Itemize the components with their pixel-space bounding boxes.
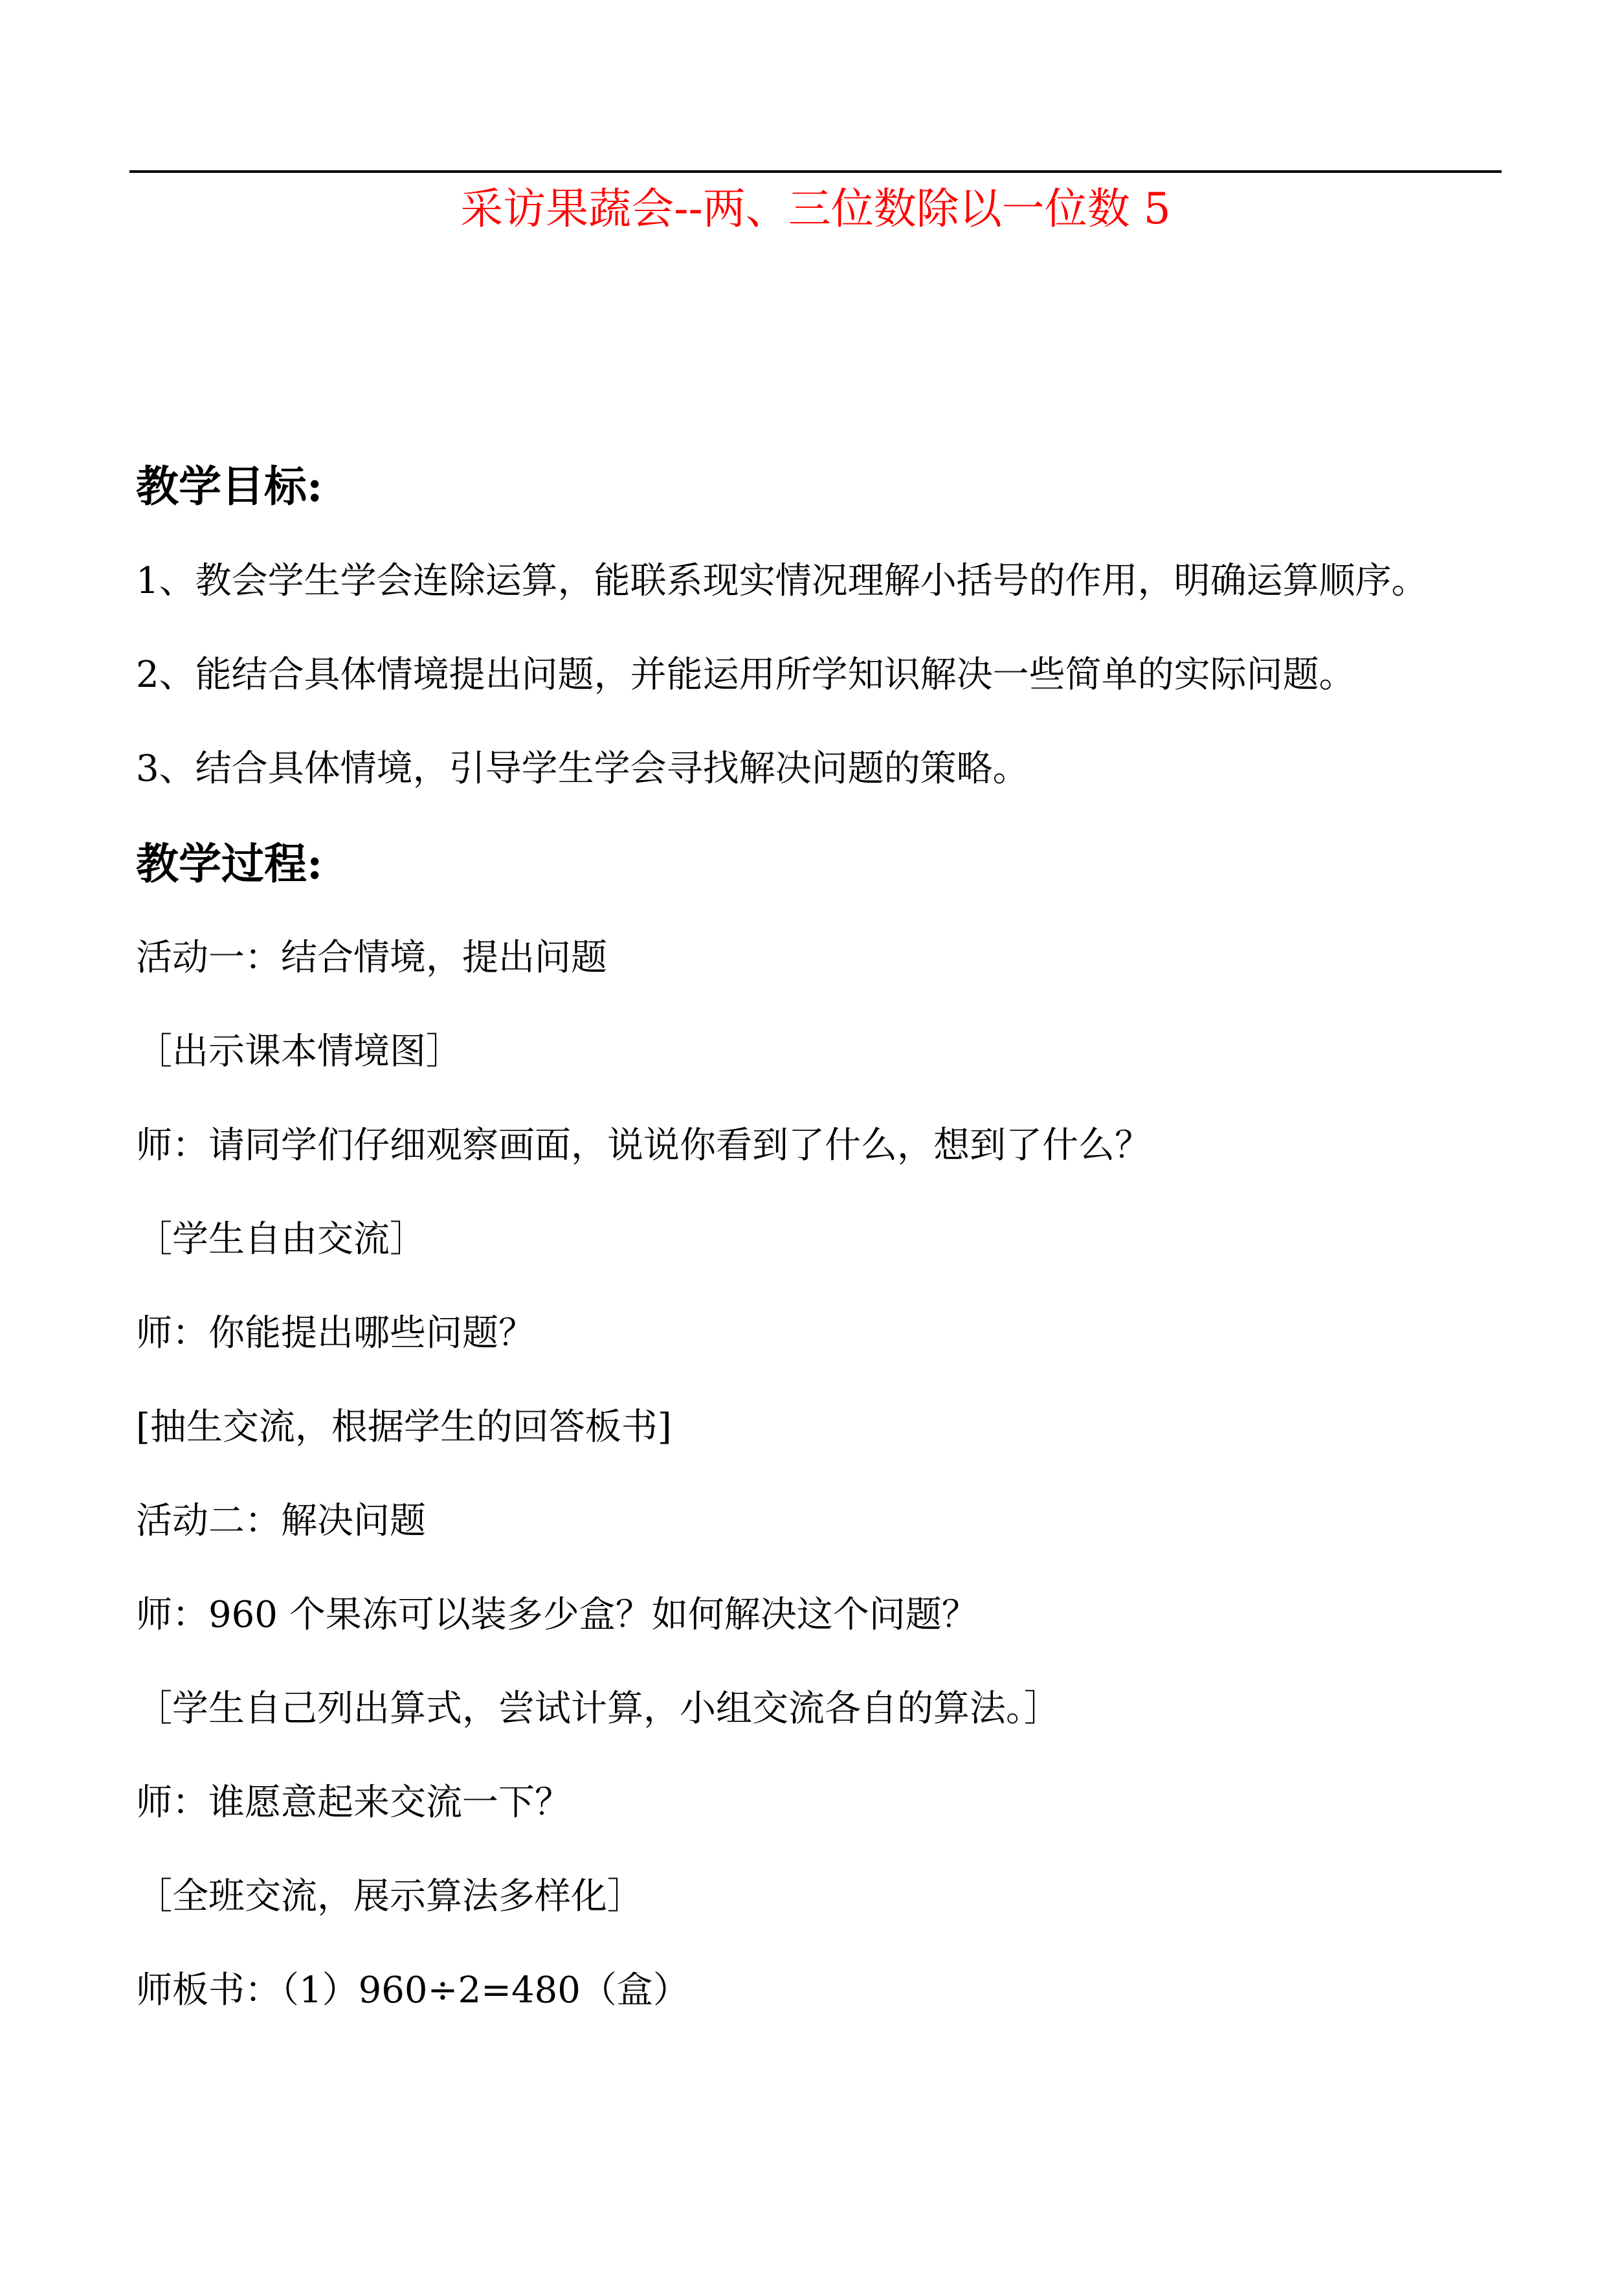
process-line: 师：谁愿意起来交流一下？: [136, 1782, 571, 1824]
process-line: ［全班交流，展示算法多样化］: [136, 1875, 643, 1918]
process-line: 活动一：结合情境，提出问题: [136, 937, 607, 979]
process-line: ［学生自己列出算式，尝试计算，小组交流各自的算法。］: [136, 1688, 1060, 1730]
objectives-heading: 教学目标:: [136, 461, 323, 511]
process-line: 师：请同学们仔细观察画面，说说你看到了什么，想到了什么？: [136, 1124, 1151, 1167]
process-line: 活动二：解决问题: [136, 1500, 426, 1542]
process-line: ［学生自由交流］: [136, 1218, 426, 1260]
process-heading: 教学过程:: [136, 838, 323, 889]
objective-item-3: 3、结合具体情境，引导学生学会寻找解决问题的策略。: [136, 748, 1029, 790]
header-rule: [129, 170, 1502, 173]
process-line: [抽生交流，根据学生的回答板书]: [136, 1406, 672, 1448]
process-line: 师：你能提出哪些问题？: [136, 1312, 535, 1354]
process-line: 师板书：（1）960÷2=480（盒）: [136, 1969, 689, 2011]
process-line: 师：960 个果冻可以装多少盒？如何解决这个问题？: [136, 1594, 978, 1636]
document-title: 采访果蔬会--两、三位数除以一位数 5: [460, 184, 1171, 234]
objective-item-2: 2、能结合具体情境提出问题，并能运用所学知识解决一些简单的实际问题。: [136, 654, 1355, 696]
process-line: ［出示课本情境图］: [136, 1031, 462, 1073]
objective-item-1: 1、教会学生学会连除运算，能联系现实情况理解小括号的作用，明确运算顺序。: [136, 560, 1428, 602]
